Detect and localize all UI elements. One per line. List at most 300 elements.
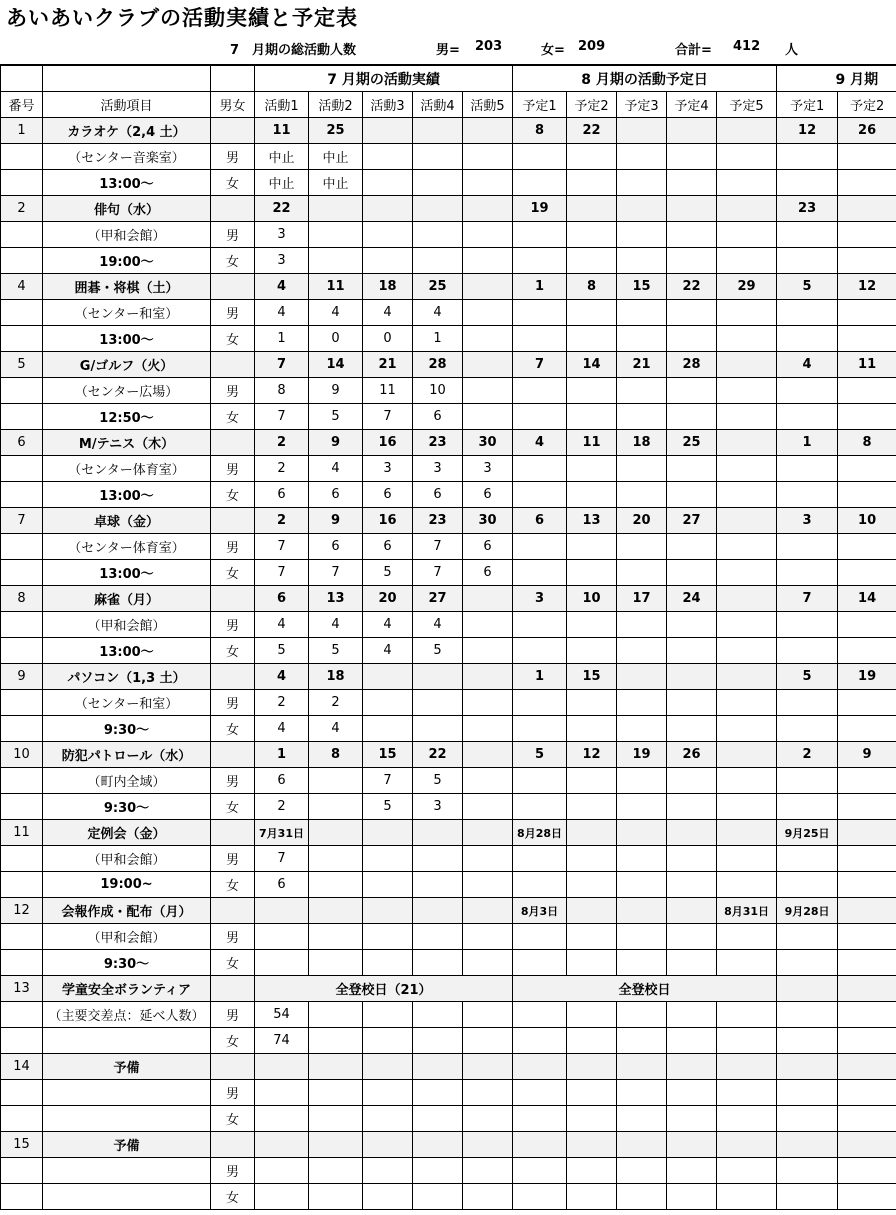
table-cell [838,1028,896,1054]
female-count: 6 [413,482,463,508]
table-cell [717,1158,777,1184]
gender-male: 男 [211,378,255,404]
table-cell [617,794,667,820]
table-cell [1,144,43,170]
august-date: 15 [617,274,667,300]
gender-female: 女 [211,1028,255,1054]
table-cell [309,872,363,898]
summary-male-label: 男= [436,43,460,58]
july-date: 全登校日（21） [255,976,513,1002]
table-cell [1,248,43,274]
table-cell [838,950,896,976]
table-cell [838,976,896,1002]
table-cell [777,404,838,430]
male-count: 4 [413,612,463,638]
july-date: 22 [413,742,463,768]
august-date: 22 [567,118,617,144]
july-date: 25 [309,118,363,144]
table-cell [717,300,777,326]
table-cell [717,378,777,404]
table-cell [777,1080,838,1106]
male-count: 7 [413,534,463,560]
table-cell [463,1184,513,1210]
july-date: 4 [255,274,309,300]
table-cell [513,794,567,820]
table-cell [413,1132,463,1158]
male-row [1,1158,896,1184]
table-cell [1,950,43,976]
gender-male: 男 [211,222,255,248]
table-cell [667,716,717,742]
activity-place: （甲和会館） [43,924,211,950]
female-count: 3 [413,794,463,820]
female-count: 3 [255,248,309,274]
table-cell [463,1028,513,1054]
august-date: 1 [513,274,567,300]
table-cell [513,1106,567,1132]
july-date: 30 [463,430,513,456]
table-cell [838,1054,896,1080]
table-cell [667,950,717,976]
july-date: 13 [309,586,363,612]
activity-place: （甲和会館） [43,846,211,872]
female-count [463,248,513,274]
activity-name: カラオケ（2,4 土） [43,118,211,144]
table-cell [513,846,567,872]
table-cell [309,1106,363,1132]
table-cell [777,170,838,196]
activity-row [1,664,896,690]
september-date: 9 [838,742,896,768]
table-cell [777,1028,838,1054]
female-count [463,404,513,430]
activity-place: （センター体育室） [43,534,211,560]
july-date [363,196,413,222]
male-row [1,378,896,404]
table-cell [363,1080,413,1106]
table-cell [463,1106,513,1132]
table-cell [567,326,617,352]
table-cell [363,1002,413,1028]
august-date: 19 [617,742,667,768]
male-row [1,924,896,950]
female-count: 5 [309,404,363,430]
female-count: 2 [255,794,309,820]
table-cell [838,1184,896,1210]
table-cell [777,950,838,976]
female-count: 7 [255,560,309,586]
table-cell [617,924,667,950]
table-cell [717,950,777,976]
gender-cell [211,664,255,690]
table-cell [717,638,777,664]
september-date: 3 [777,508,838,534]
male-count [413,690,463,716]
page-title: あいあいクラブの活動実績と予定表 [6,6,358,30]
table-cell [513,1132,567,1158]
female-count: 5 [255,638,309,664]
activity-row [1,352,896,378]
august-date [717,742,777,768]
september-date: 2 [777,742,838,768]
table-cell [309,950,363,976]
header-august-plans: 8 月期の活動予定日 [513,65,777,92]
table-cell [667,794,717,820]
august-date [717,586,777,612]
male-count [363,222,413,248]
table-cell [413,898,463,924]
july-date: 18 [309,664,363,690]
col-header-aug-plan1: 予定1 [513,92,567,118]
table-cell [838,872,896,898]
table-cell [363,1158,413,1184]
activity-row [1,898,896,924]
activity-number: 2 [1,196,43,222]
august-date: 8月3日 [513,898,567,924]
female-count: 0 [363,326,413,352]
table-cell [717,534,777,560]
table-cell [667,170,717,196]
header-july-results: 7 月期の活動実績 [255,65,513,92]
male-count [463,222,513,248]
male-count: 2 [255,690,309,716]
table-cell [717,1080,777,1106]
table-cell [838,534,896,560]
july-date: 18 [363,274,413,300]
july-date: 14 [309,352,363,378]
september-date: 12 [777,118,838,144]
july-date: 23 [413,508,463,534]
september-date [838,196,896,222]
male-count: 中止 [255,144,309,170]
table-cell [717,1002,777,1028]
august-date [717,430,777,456]
female-count: 0 [309,326,363,352]
table-cell [777,872,838,898]
activity-name: 囲碁・将棋（土） [43,274,211,300]
activity-time: 19:00～ [43,248,211,274]
july-date [413,118,463,144]
gender-male: 男 [211,846,255,872]
female-count [463,638,513,664]
table-cell [617,1080,667,1106]
table-cell [617,326,667,352]
table-cell [463,950,513,976]
table-cell [667,1106,717,1132]
table-cell [617,1028,667,1054]
table-cell [838,560,896,586]
col-header-aug-plan4: 予定4 [667,92,717,118]
table-cell [463,1002,513,1028]
col-header-act4: 活動4 [413,92,463,118]
july-date: 2 [255,508,309,534]
table-cell [617,456,667,482]
september-date: 5 [777,274,838,300]
male-count [463,300,513,326]
table-cell [777,144,838,170]
table-cell [777,716,838,742]
activity-number: 9 [1,664,43,690]
female-count: 4 [255,716,309,742]
july-date [363,664,413,690]
male-count: 4 [413,300,463,326]
july-date: 20 [363,586,413,612]
table-cell [567,898,617,924]
activity-row [1,976,896,1002]
activity-number: 1 [1,118,43,144]
gender-male: 男 [211,300,255,326]
july-date [363,118,413,144]
col-header-item: 活動項目 [43,92,211,118]
table-cell [838,1158,896,1184]
male-count: 3 [363,456,413,482]
female-count: 74 [255,1028,309,1054]
table-cell [463,1080,513,1106]
august-date [667,118,717,144]
table-cell [617,144,667,170]
table-cell [617,1054,667,1080]
table-cell [513,1054,567,1080]
table-cell [1,170,43,196]
august-date: 15 [567,664,617,690]
table-cell [777,794,838,820]
col-header-no: 番号 [1,92,43,118]
table-cell [363,1132,413,1158]
table-cell [513,612,567,638]
summary-female-value: 209 [578,39,606,54]
august-date: 26 [667,742,717,768]
table-cell [838,794,896,820]
table-cell [463,872,513,898]
table-cell [255,1184,309,1210]
female-count: 5 [363,794,413,820]
table-cell [667,1028,717,1054]
table-cell [777,482,838,508]
table-cell [309,1158,363,1184]
august-date [717,196,777,222]
table-cell [667,1080,717,1106]
col-header-sep-plan1: 予定1 [777,92,838,118]
table-cell [777,222,838,248]
gender-female: 女 [211,248,255,274]
table-cell [717,872,777,898]
table-cell [567,820,617,846]
table-cell [567,534,617,560]
male-count: 8 [255,378,309,404]
col-header-act2: 活動2 [309,92,363,118]
table-cell [567,1054,617,1080]
gender-female: 女 [211,638,255,664]
july-date: 4 [255,664,309,690]
table-cell [717,170,777,196]
summary-total-label: 合計= [675,43,712,58]
table-cell [617,846,667,872]
gender-female: 女 [211,1106,255,1132]
table-cell [513,716,567,742]
table-cell [211,1132,255,1158]
table-cell [717,820,777,846]
table-cell [513,1028,567,1054]
table-cell [1,924,43,950]
table-cell [363,1028,413,1054]
table-cell [567,872,617,898]
table-cell [717,1028,777,1054]
table-cell [567,690,617,716]
activity-place: （センター音楽室） [43,144,211,170]
table-cell [838,898,896,924]
activity-name: 定例会（金） [43,820,211,846]
july-date: 1 [255,742,309,768]
gender-male: 男 [211,1080,255,1106]
table-cell [513,326,567,352]
table-cell [513,144,567,170]
table-cell [838,326,896,352]
gender-cell [211,118,255,144]
male-row [1,144,896,170]
table-cell [838,1132,896,1158]
table-cell [513,170,567,196]
table-cell [567,456,617,482]
activity-name: 予備 [43,1132,211,1158]
female-count: 7 [363,404,413,430]
male-count [463,612,513,638]
table-cell [617,768,667,794]
july-date: 16 [363,430,413,456]
table-cell [617,248,667,274]
activity-number: 11 [1,820,43,846]
female-count [463,326,513,352]
july-date [309,196,363,222]
august-date: 29 [717,274,777,300]
table-cell [255,924,309,950]
july-date: 21 [363,352,413,378]
male-count: 10 [413,378,463,404]
summary-month-label: 7 月期の総活動人数 [230,43,357,58]
gender-female: 女 [211,872,255,898]
august-date: 7 [513,352,567,378]
table-cell [717,248,777,274]
male-count: 9 [309,378,363,404]
table-cell [309,898,363,924]
female-count: 6 [363,482,413,508]
gender-cell [211,508,255,534]
activity-time: 19:00~ [43,872,211,898]
table-cell [838,638,896,664]
male-count: 4 [309,612,363,638]
table-cell [309,820,363,846]
table-cell [617,1106,667,1132]
table-cell [717,456,777,482]
gender-male: 男 [211,534,255,560]
table-cell [567,170,617,196]
table-cell [567,144,617,170]
table-cell [567,560,617,586]
activity-number: 7 [1,508,43,534]
table-cell [309,846,363,872]
july-date [463,274,513,300]
gender-female: 女 [211,794,255,820]
gender-cell [211,274,255,300]
table-cell [43,1158,211,1184]
female-count: 6 [309,482,363,508]
table-cell [567,300,617,326]
august-date [717,118,777,144]
table-cell [567,1106,617,1132]
activity-place: （甲和会館） [43,222,211,248]
august-date: 12 [567,742,617,768]
activity-row [1,118,896,144]
table-cell [617,612,667,638]
table-cell [717,846,777,872]
activity-name: 予備 [43,1054,211,1080]
table-cell [567,846,617,872]
male-count: 7 [363,768,413,794]
activity-row [1,508,896,534]
table-cell [413,924,463,950]
table-cell [1,1080,43,1106]
table-cell [717,1184,777,1210]
table-cell [838,378,896,404]
table-cell [43,1080,211,1106]
female-count [413,248,463,274]
table-cell [413,872,463,898]
table-cell [513,248,567,274]
table-cell [838,768,896,794]
july-date: 15 [363,742,413,768]
table-cell [667,222,717,248]
activity-place: （センター和室） [43,690,211,716]
september-date: 26 [838,118,896,144]
header-september: 9 月期 [777,65,896,92]
gender-female: 女 [211,404,255,430]
table-cell [667,1184,717,1210]
activity-place: （センター体育室） [43,456,211,482]
col-header-aug-plan5: 予定5 [717,92,777,118]
table-cell [777,768,838,794]
table-cell [717,1132,777,1158]
table-cell [777,690,838,716]
female-count: 6 [463,482,513,508]
male-count: 4 [255,612,309,638]
september-date: 11 [838,352,896,378]
august-date: 27 [667,508,717,534]
table-cell [463,1054,513,1080]
table-cell [667,1054,717,1080]
table-cell [667,820,717,846]
table-cell [567,950,617,976]
male-count: 3 [413,456,463,482]
table-cell [309,1028,363,1054]
august-date: 22 [667,274,717,300]
july-date: 8 [309,742,363,768]
table-cell [717,690,777,716]
table-cell [513,1080,567,1106]
col-header-act1: 活動1 [255,92,309,118]
col-header-act5: 活動5 [463,92,513,118]
activity-place: （センター和室） [43,300,211,326]
female-count: 中止 [255,170,309,196]
gender-female: 女 [211,560,255,586]
table-cell [777,976,838,1002]
gender-cell [211,742,255,768]
male-count: 6 [363,534,413,560]
table-cell [838,716,896,742]
table-cell [513,872,567,898]
september-date: 8 [838,430,896,456]
female-row [1,170,896,196]
activity-name: 防犯パトロール（水） [43,742,211,768]
august-date: 6 [513,508,567,534]
